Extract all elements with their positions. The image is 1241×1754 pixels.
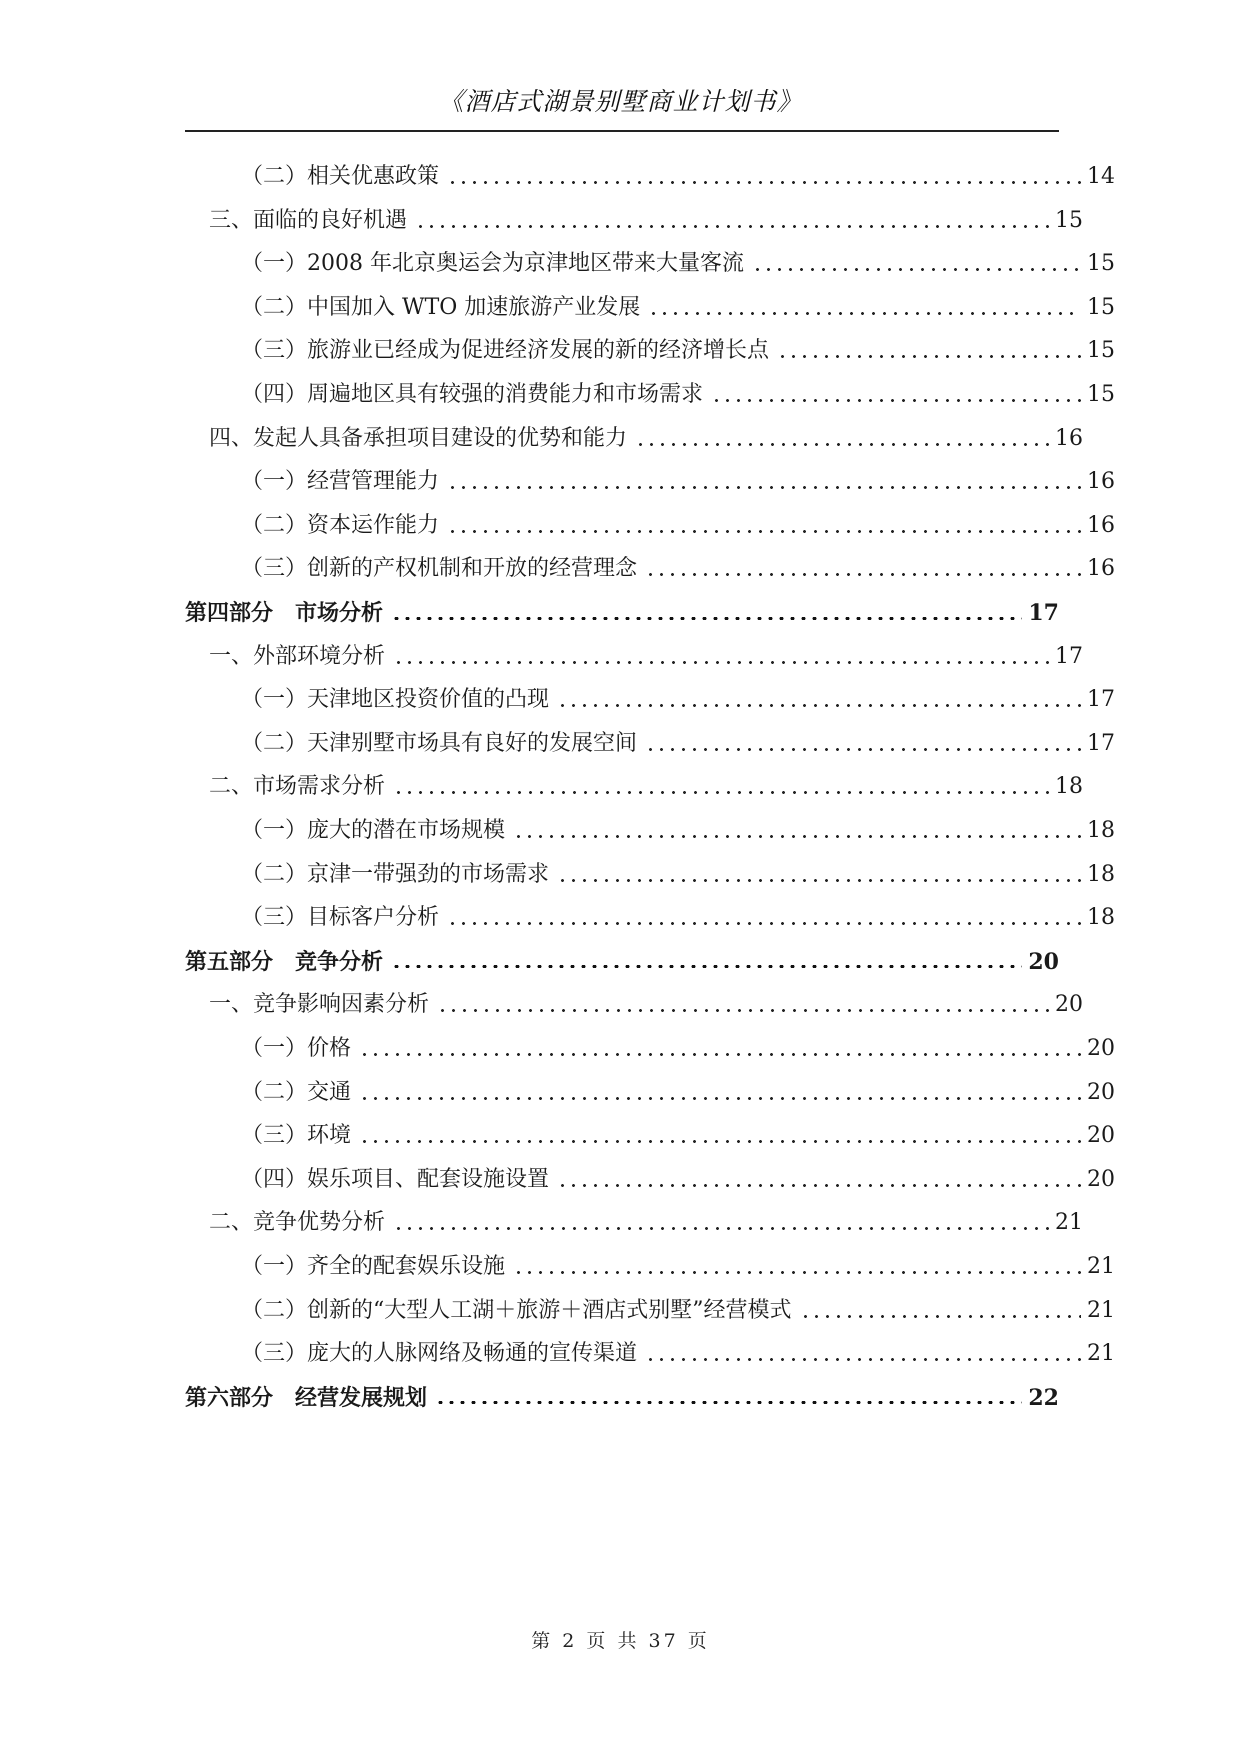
toc-entry[interactable]	[185, 719, 1115, 759]
toc-entry-label: 三、面临的良好机遇	[209, 207, 408, 233]
toc-entry[interactable]	[185, 893, 1115, 933]
toc-entry-page-number: 18	[1055, 774, 1083, 800]
toc-entry-page-number: 15	[1087, 251, 1115, 277]
toc-entry-page-number: 20	[1087, 1166, 1115, 1192]
toc-entry[interactable]	[185, 1329, 1115, 1369]
toc-entry-label: 二、市场需求分析	[209, 774, 386, 800]
toc-entry-label: （二）中国加入 WTO 加速旅游产业发展	[241, 294, 641, 320]
toc-dot-leader	[359, 1053, 1081, 1056]
toc-dot-leader	[359, 1140, 1081, 1143]
toc-dot-leader	[557, 879, 1081, 882]
toc-dot-leader	[437, 1009, 1049, 1012]
toc-entry[interactable]	[185, 806, 1115, 846]
toc-dot-leader	[645, 1358, 1081, 1361]
toc-dot-leader	[513, 835, 1081, 838]
toc-dot-leader	[393, 1227, 1049, 1230]
toc-entry[interactable]	[185, 283, 1115, 323]
toc-dot-leader	[752, 268, 1081, 271]
toc-dot-leader	[513, 1271, 1081, 1274]
toc-dot-leader	[415, 225, 1049, 228]
toc-entry-page-number: 16	[1087, 469, 1115, 495]
toc-entry-label: 四、发起人具备承担项目建设的优势和能力	[209, 425, 628, 451]
toc-entry[interactable]	[185, 1198, 1083, 1238]
toc-entry[interactable]	[185, 501, 1115, 541]
toc-entry-label: （三）目标客户分析	[241, 905, 440, 931]
footer-current-page: 2	[562, 1630, 578, 1652]
toc-entry[interactable]	[185, 588, 1059, 628]
toc-dot-leader	[391, 616, 1022, 620]
toc-entry-page-number: 21	[1087, 1341, 1115, 1367]
toc-dot-leader	[648, 312, 1081, 315]
toc-entry[interactable]	[185, 1024, 1115, 1064]
toc-entry[interactable]	[185, 632, 1083, 672]
toc-entry[interactable]	[185, 457, 1115, 497]
toc-entry-label: （一）齐全的配套娱乐设施	[241, 1254, 506, 1279]
toc-entry-label: （二）创新的“大型人工湖＋旅游＋酒店式别墅”经营模式	[241, 1297, 792, 1323]
toc-entry-page-number: 16	[1087, 512, 1115, 538]
toc-entry-page-number: 15	[1055, 207, 1083, 233]
toc-dot-leader	[645, 748, 1081, 751]
toc-dot-leader	[447, 181, 1081, 184]
toc-entry-page-number: 21	[1055, 1210, 1083, 1236]
toc-entry-page-number: 17	[1087, 730, 1115, 756]
toc-entry-page-number: 15	[1087, 338, 1115, 364]
toc-entry-label: （三）旅游业已经成为促进经济发展的新的经济增长点	[241, 338, 770, 364]
toc-entry-label: （二）资本运作能力	[241, 512, 440, 538]
toc-dot-leader	[635, 443, 1049, 446]
toc-dot-leader	[393, 661, 1049, 664]
toc-entry-label: （二）相关优惠政策	[241, 164, 440, 189]
toc-entry[interactable]	[185, 196, 1083, 236]
toc-dot-leader	[447, 486, 1081, 489]
toc-entry-page-number: 17	[1055, 643, 1083, 669]
toc-dot-leader	[711, 399, 1081, 402]
toc-entry-page-number: 14	[1087, 164, 1115, 189]
toc-entry[interactable]	[185, 1068, 1115, 1108]
toc-entry[interactable]	[185, 1242, 1115, 1282]
toc-entry[interactable]	[185, 326, 1115, 366]
toc-entry-page-number: 20	[1087, 1079, 1115, 1105]
toc-dot-leader	[557, 704, 1081, 707]
footer-total-pages: 37	[648, 1630, 679, 1652]
toc-entry-label: （三）庞大的人脉网络及畅通的宣传渠道	[241, 1341, 638, 1367]
toc-dot-leader	[447, 922, 1081, 925]
toc-dot-leader	[393, 791, 1049, 794]
toc-entry-page-number: 17	[1028, 600, 1059, 626]
toc-entry-label: 第四部分 市场分析	[185, 600, 384, 626]
toc-entry-page-number: 18	[1087, 861, 1115, 887]
toc-entry[interactable]	[185, 1373, 1059, 1413]
toc-entry-page-number: 20	[1087, 1036, 1115, 1061]
toc-entry[interactable]	[185, 1286, 1115, 1326]
toc-entry-label: 第六部分 经营发展规划	[185, 1384, 428, 1411]
toc-entry-page-number: 21	[1087, 1297, 1115, 1323]
toc-entry[interactable]	[185, 850, 1115, 890]
toc-entry-label: （二）京津一带强劲的市场需求	[241, 861, 550, 887]
toc-entry-page-number: 17	[1087, 687, 1115, 713]
toc-entry-page-number: 16	[1087, 556, 1115, 582]
toc-dot-leader	[645, 573, 1081, 576]
toc-entry-page-number: 21	[1087, 1254, 1115, 1279]
toc-dot-leader	[391, 965, 1022, 969]
toc-entry-label: 二、竞争优势分析	[209, 1210, 386, 1236]
toc-entry-label: （四）娱乐项目、配套设施设置	[241, 1166, 550, 1192]
toc-entry-page-number: 15	[1087, 382, 1115, 407]
toc-entry-label: （四）周遍地区具有较强的消费能力和市场需求	[241, 382, 704, 407]
toc-entry[interactable]	[185, 937, 1059, 977]
toc-entry-page-number: 20	[1055, 992, 1083, 1018]
toc-entry-label: （二）交通	[241, 1079, 352, 1105]
toc-entry-page-number: 18	[1087, 818, 1115, 843]
header-divider	[185, 130, 1059, 132]
toc-entry-label: （一）价格	[241, 1036, 352, 1061]
page-footer	[0, 1626, 1241, 1653]
toc-entry-label: （三）创新的产权机制和开放的经营理念	[241, 556, 638, 582]
toc-dot-leader	[447, 530, 1081, 533]
toc-entry[interactable]	[185, 1155, 1115, 1195]
toc-entry-page-number: 20	[1087, 1123, 1115, 1149]
toc-entry[interactable]	[185, 980, 1083, 1020]
footer-middle: 页 共	[586, 1630, 640, 1652]
toc-entry-page-number: 20	[1028, 948, 1059, 975]
toc-dot-leader	[435, 1401, 1022, 1405]
toc-entry-label: 一、外部环境分析	[209, 643, 386, 669]
toc-entry-page-number: 18	[1087, 905, 1115, 931]
toc-entry-page-number: 15	[1087, 294, 1115, 320]
toc-entry[interactable]	[185, 414, 1083, 454]
toc-entry[interactable]	[185, 370, 1115, 410]
toc-entry-label: 第五部分 竞争分析	[185, 948, 384, 975]
toc-entry-label: （二）天津别墅市场具有良好的发展空间	[241, 730, 638, 756]
toc-entry[interactable]	[185, 239, 1115, 279]
toc-entry-label: （一）庞大的潜在市场规模	[241, 818, 506, 843]
toc-entry-page-number: 22	[1028, 1384, 1059, 1411]
toc-entry[interactable]	[185, 152, 1115, 192]
toc-dot-leader	[777, 355, 1081, 358]
toc-entry-label: （三）环境	[241, 1123, 352, 1149]
toc-entry[interactable]	[185, 544, 1115, 584]
toc-entry-page-number: 16	[1055, 425, 1083, 451]
footer-prefix: 第	[531, 1630, 554, 1652]
toc-entry-label: （一）天津地区投资价值的凸现	[241, 687, 550, 713]
toc-entry-label: （一）经营管理能力	[241, 469, 440, 495]
toc-entry[interactable]	[185, 1111, 1115, 1151]
toc-entry-label: 一、竞争影响因素分析	[209, 992, 430, 1018]
toc-entry[interactable]	[185, 675, 1115, 715]
toc-dot-leader	[557, 1184, 1081, 1187]
footer-suffix: 页	[687, 1630, 710, 1652]
toc-entry[interactable]	[185, 762, 1083, 802]
toc-dot-leader	[359, 1097, 1081, 1100]
document-header-title: 《酒店式湖景别墅商业计划书》	[438, 87, 803, 116]
toc-entry-label: （一）2008 年北京奥运会为京津地区带来大量客流	[241, 251, 744, 277]
toc-dot-leader	[800, 1315, 1082, 1318]
